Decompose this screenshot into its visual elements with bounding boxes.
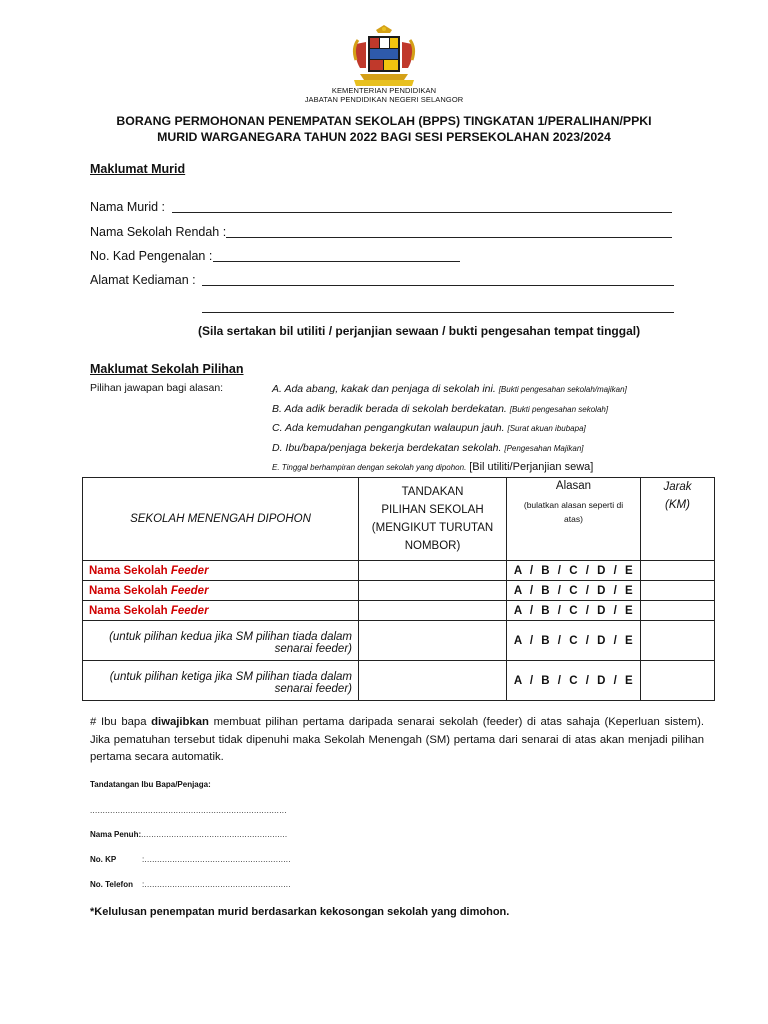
table-row — [83, 601, 715, 621]
feeder-school-3: Nama Sekolah Feeder — [83, 601, 359, 621]
kp-row[interactable]: No. KP :.......................................................... — [90, 855, 291, 864]
distance-cell-2[interactable] — [641, 581, 715, 601]
table-row — [83, 561, 715, 581]
distance-cell-3[interactable] — [641, 601, 715, 621]
signature-line[interactable]: .............................................................................. — [90, 806, 287, 815]
reasons-label: Pilihan jawapan bagi alasan: — [90, 382, 224, 394]
address-proof-note: (Sila sertakan bil utiliti / perjanjian sewaan / bukti pengesahan tempat tinggal) — [198, 324, 641, 338]
reason-option-a: A. Ada abang, kakak dan penjaga di sekolah ini. [Bukti pengesahan sekolah/majikan] — [272, 383, 627, 395]
reason-cell-2[interactable]: A / B / C / D / E — [507, 581, 641, 601]
school-choice-heading: Maklumat Sekolah Pilihan — [90, 362, 244, 376]
col-school-header: SEKOLAH MENENGAH DIPOHON — [83, 478, 359, 561]
address-label: Alamat Kediaman : — [90, 273, 196, 287]
student-name-field[interactable] — [172, 212, 672, 213]
approval-footnote: *Kelulusan penempatan murid berdasarkan kekosongan sekolah yang dimohon. — [90, 906, 510, 918]
choice-cell-3[interactable] — [359, 601, 507, 621]
reason-cell-1[interactable]: A / B / C / D / E — [507, 561, 641, 581]
reason-cell-5[interactable]: A / B / C / D / E — [507, 661, 641, 701]
feeder-school-1: Nama Sekolah Feeder — [83, 561, 359, 581]
distance-cell-5[interactable] — [641, 661, 715, 701]
table-row — [83, 581, 715, 601]
ic-number-label: No. Kad Pengenalan : — [90, 249, 213, 263]
department-name: JABATAN PENDIDIKAN NEGERI SELANGOR — [304, 95, 464, 104]
coat-of-arms-logo — [346, 24, 422, 88]
table-row — [83, 621, 715, 661]
col-reason-header: Alasan (bulatkan alasan seperti di atas) — [507, 478, 641, 561]
school-choice-table — [82, 477, 715, 701]
distance-cell-1[interactable] — [641, 561, 715, 581]
phone-row[interactable]: No. Telefon :.......................................................... — [90, 880, 291, 889]
choice-cell-4[interactable] — [359, 621, 507, 661]
reason-option-d: D. Ibu/bapa/penjaga bekerja berdekatan sekolah. [Pengesahan Majikan] — [272, 442, 584, 454]
reason-cell-4[interactable]: A / B / C / D / E — [507, 621, 641, 661]
ic-number-field[interactable] — [213, 261, 460, 262]
table-row — [83, 661, 715, 701]
third-choice-note[interactable]: (untuk pilihan ketiga jika SM pilihan tiada dalam senarai feeder) — [83, 661, 359, 701]
parent-signature-label: Tandatangan Ibu Bapa/Penjaga: — [90, 780, 211, 789]
full-name-row[interactable]: Nama Penuh:.......................................................... — [90, 830, 288, 839]
student-name-label: Nama Murid : — [90, 200, 166, 214]
primary-school-label: Nama Sekolah Rendah : — [90, 225, 227, 239]
mandatory-choice-notice: # Ibu bapa diwajibkan membuat pilihan pertama daripada senarai sekolah (feeder) di atas sahaja (Keperluan sistem). Jika pematuhan tersebut tidak dipenuhi maka Sekolah Menengah (SM) pertama dari senarai di atas akan menjadi pilihan pertama secara automatik. — [90, 716, 704, 763]
choice-cell-2[interactable] — [359, 581, 507, 601]
address-field-line1[interactable] — [202, 285, 674, 286]
feeder-school-2: Nama Sekolah Feeder — [83, 581, 359, 601]
col-distance-header: Jarak (KM) — [641, 478, 715, 561]
student-info-heading: Maklumat Murid — [90, 162, 186, 176]
reason-option-e: E. Tinggal berhampiran dengan sekolah yang dipohon. [Bil utiliti/Perjanjian sewa] — [272, 461, 594, 473]
form-title: BORANG PERMOHONAN PENEMPATAN SEKOLAH (BPPS) TINGKATAN 1/PERALIHAN/PPKI MURID WARGANEGARA TAHUN 2022 BAGI SESI PERSEKOLAHAN 2023/2024 — [116, 114, 652, 144]
second-choice-note[interactable]: (untuk pilihan kedua jika SM pilihan tiada dalam senarai feeder) — [83, 621, 359, 661]
distance-cell-4[interactable] — [641, 621, 715, 661]
reason-option-c: C. Ada kemudahan pengangkutan walaupun jauh. [Surat akuan ibubapa] — [272, 422, 586, 434]
ministry-name: KEMENTERIAN PENDIDIKAN — [331, 86, 437, 95]
table-header-row — [83, 478, 715, 561]
choice-cell-1[interactable] — [359, 561, 507, 581]
primary-school-field[interactable] — [226, 237, 672, 238]
choice-cell-5[interactable] — [359, 661, 507, 701]
col-choice-header: TANDAKAN PILIHAN SEKOLAH (MENGIKUT TURUTAN NOMBOR) — [359, 478, 507, 561]
reason-option-b: B. Ada adik beradik berada di sekolah berdekatan. [Bukti pengesahan sekolah] — [272, 403, 609, 415]
reason-cell-3[interactable]: A / B / C / D / E — [507, 601, 641, 621]
address-field-line2[interactable] — [202, 312, 674, 313]
